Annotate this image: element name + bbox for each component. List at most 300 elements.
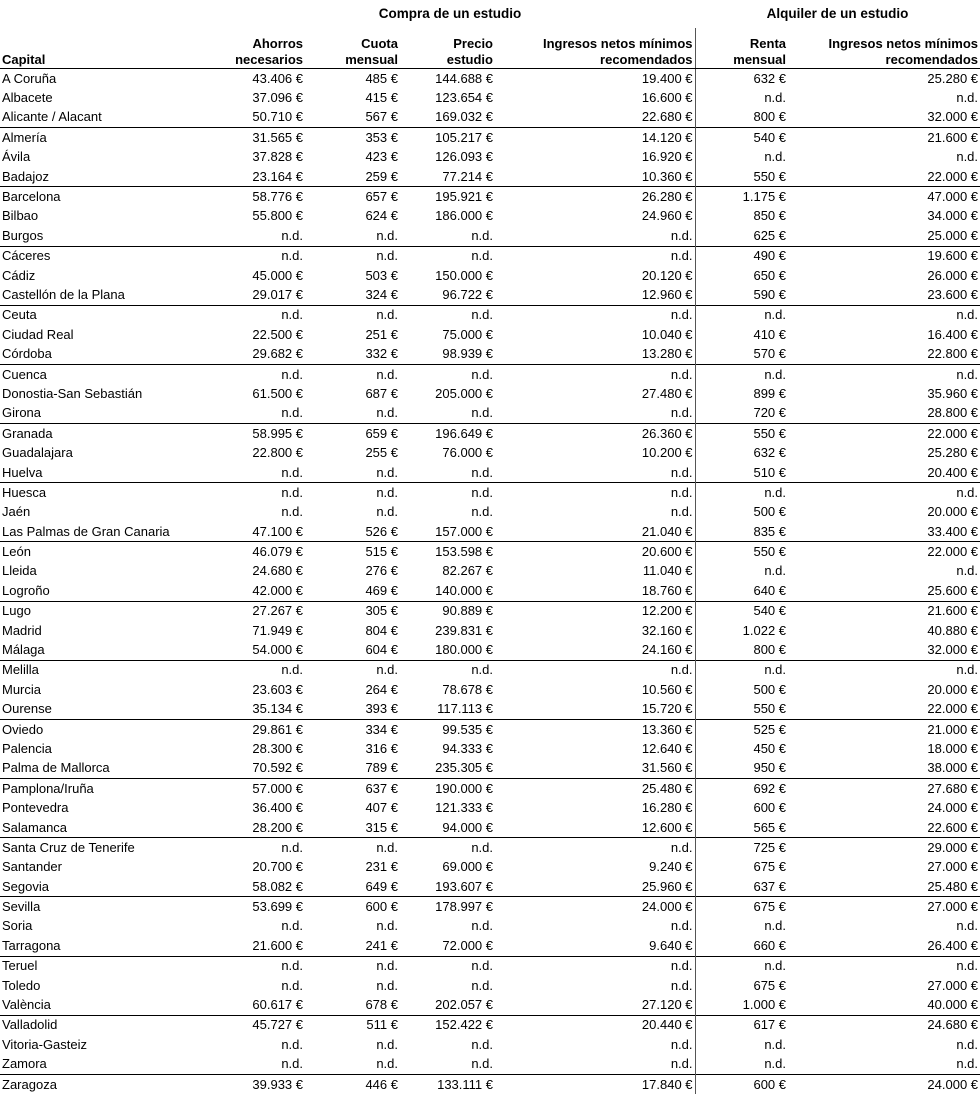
installment-cell: 659 € bbox=[305, 424, 400, 444]
table-row bbox=[0, 660, 980, 680]
savings-cell: 71.949 € bbox=[205, 621, 305, 640]
group-header-spacer bbox=[0, 0, 205, 28]
savings-cell: 58.995 € bbox=[205, 424, 305, 444]
capital-cell: Barcelona bbox=[0, 187, 205, 207]
installment-cell: 624 € bbox=[305, 207, 400, 226]
table-row bbox=[0, 640, 980, 660]
rent-cell: 565 € bbox=[695, 818, 788, 838]
capital-cell: Cádiz bbox=[0, 266, 205, 285]
price-cell: 196.649 € bbox=[400, 424, 495, 444]
savings-cell: 53.699 € bbox=[205, 897, 305, 917]
income-purchase-cell: 12.640 € bbox=[495, 739, 695, 758]
income-purchase-cell: 16.600 € bbox=[495, 88, 695, 107]
savings-cell: n.d. bbox=[205, 1035, 305, 1054]
income-purchase-cell: 14.120 € bbox=[495, 128, 695, 148]
installment-cell: 407 € bbox=[305, 798, 400, 817]
income-purchase-header-line1: Ingresos netos mínimos bbox=[543, 36, 693, 51]
income-purchase-cell: 18.760 € bbox=[495, 581, 695, 601]
capital-cell: Burgos bbox=[0, 226, 205, 246]
installment-cell: 526 € bbox=[305, 522, 400, 542]
capital-cell: Sevilla bbox=[0, 897, 205, 917]
table-row bbox=[0, 601, 980, 621]
rent-cell: 525 € bbox=[695, 719, 788, 739]
savings-cell: n.d. bbox=[205, 838, 305, 858]
savings-cell: 28.300 € bbox=[205, 739, 305, 758]
rent-cell: 632 € bbox=[695, 69, 788, 89]
savings-cell: 55.800 € bbox=[205, 207, 305, 226]
rent-cell: n.d. bbox=[695, 364, 788, 384]
capital-cell: Málaga bbox=[0, 640, 205, 660]
income-purchase-cell: 25.480 € bbox=[495, 779, 695, 799]
savings-cell: 39.933 € bbox=[205, 1074, 305, 1094]
price-cell: 180.000 € bbox=[400, 640, 495, 660]
income-purchase-cell: 21.040 € bbox=[495, 522, 695, 542]
price-cell: 178.997 € bbox=[400, 897, 495, 917]
income-rent-cell: 47.000 € bbox=[788, 187, 980, 207]
capital-cell: Oviedo bbox=[0, 719, 205, 739]
rent-cell: n.d. bbox=[695, 148, 788, 167]
rent-cell: 800 € bbox=[695, 640, 788, 660]
income-purchase-cell: 26.360 € bbox=[495, 424, 695, 444]
rent-cell: 600 € bbox=[695, 798, 788, 817]
savings-header-line2: necesarios bbox=[235, 52, 303, 67]
income-rent-cell: n.d. bbox=[788, 305, 980, 325]
income-purchase-cell: 12.600 € bbox=[495, 818, 695, 838]
price-cell: 153.598 € bbox=[400, 542, 495, 562]
savings-cell: 46.079 € bbox=[205, 542, 305, 562]
rent-cell: 500 € bbox=[695, 680, 788, 699]
savings-cell: 45.727 € bbox=[205, 1015, 305, 1035]
savings-cell: 58.776 € bbox=[205, 187, 305, 207]
income-purchase-cell: 25.960 € bbox=[495, 877, 695, 897]
income-rent-cell: 27.000 € bbox=[788, 976, 980, 995]
installment-cell: 567 € bbox=[305, 108, 400, 128]
installment-cell: 415 € bbox=[305, 88, 400, 107]
income-rent-cell: 24.000 € bbox=[788, 1074, 980, 1094]
savings-cell: 54.000 € bbox=[205, 640, 305, 660]
table-row bbox=[0, 128, 980, 148]
price-cell: n.d. bbox=[400, 246, 495, 266]
installment-cell: n.d. bbox=[305, 1055, 400, 1075]
price-cell: n.d. bbox=[400, 305, 495, 325]
rent-cell: 692 € bbox=[695, 779, 788, 799]
savings-cell: 36.400 € bbox=[205, 798, 305, 817]
price-cell: 239.831 € bbox=[400, 621, 495, 640]
price-cell: 96.722 € bbox=[400, 285, 495, 305]
capital-cell: Las Palmas de Gran Canaria bbox=[0, 522, 205, 542]
rent-cell: 800 € bbox=[695, 108, 788, 128]
rent-cell: 590 € bbox=[695, 285, 788, 305]
capital-cell: Toledo bbox=[0, 976, 205, 995]
income-purchase-cell: 9.240 € bbox=[495, 858, 695, 877]
installment-cell: n.d. bbox=[305, 1035, 400, 1054]
rent-cell: n.d. bbox=[695, 562, 788, 581]
income-rent-cell: 20.400 € bbox=[788, 463, 980, 483]
rent-cell: n.d. bbox=[695, 88, 788, 107]
price-cell: 193.607 € bbox=[400, 877, 495, 897]
savings-cell: 70.592 € bbox=[205, 759, 305, 779]
table-body bbox=[0, 69, 980, 1094]
income-rent-cell: 25.280 € bbox=[788, 443, 980, 462]
income-purchase-cell: 20.600 € bbox=[495, 542, 695, 562]
price-cell: n.d. bbox=[400, 976, 495, 995]
table-row bbox=[0, 562, 980, 581]
savings-header bbox=[205, 28, 305, 69]
installment-cell: n.d. bbox=[305, 917, 400, 936]
rent-cell: 490 € bbox=[695, 246, 788, 266]
income-rent-cell: 35.960 € bbox=[788, 384, 980, 403]
table-row bbox=[0, 187, 980, 207]
rent-cell: 570 € bbox=[695, 344, 788, 364]
table-row bbox=[0, 148, 980, 167]
income-purchase-cell: 20.120 € bbox=[495, 266, 695, 285]
installment-cell: 446 € bbox=[305, 1074, 400, 1094]
table-row bbox=[0, 266, 980, 285]
rent-cell: n.d. bbox=[695, 305, 788, 325]
income-rent-cell: n.d. bbox=[788, 956, 980, 976]
price-cell: 69.000 € bbox=[400, 858, 495, 877]
savings-cell: 23.603 € bbox=[205, 680, 305, 699]
rent-cell: n.d. bbox=[695, 917, 788, 936]
installment-cell: 251 € bbox=[305, 325, 400, 344]
table-row bbox=[0, 621, 980, 640]
table-row bbox=[0, 719, 980, 739]
income-purchase-cell: 24.000 € bbox=[495, 897, 695, 917]
price-cell: n.d. bbox=[400, 956, 495, 976]
income-rent-cell: 40.000 € bbox=[788, 995, 980, 1015]
rent-cell: 617 € bbox=[695, 1015, 788, 1035]
savings-cell: n.d. bbox=[205, 463, 305, 483]
rent-cell: 660 € bbox=[695, 936, 788, 956]
rent-cell: 640 € bbox=[695, 581, 788, 601]
income-purchase-cell: 27.480 € bbox=[495, 384, 695, 403]
rent-cell: 632 € bbox=[695, 443, 788, 462]
savings-cell: 50.710 € bbox=[205, 108, 305, 128]
income-purchase-cell: n.d. bbox=[495, 1035, 695, 1054]
rent-cell: 540 € bbox=[695, 128, 788, 148]
income-rent-cell: 20.000 € bbox=[788, 503, 980, 522]
income-purchase-cell: n.d. bbox=[495, 246, 695, 266]
installment-cell: n.d. bbox=[305, 226, 400, 246]
rent-cell: 950 € bbox=[695, 759, 788, 779]
installment-cell: n.d. bbox=[305, 364, 400, 384]
savings-cell: n.d. bbox=[205, 976, 305, 995]
installment-cell: 231 € bbox=[305, 858, 400, 877]
savings-cell: n.d. bbox=[205, 503, 305, 522]
table-row bbox=[0, 424, 980, 444]
income-purchase-cell: 16.280 € bbox=[495, 798, 695, 817]
installment-cell: 678 € bbox=[305, 995, 400, 1015]
income-rent-cell: 22.000 € bbox=[788, 167, 980, 187]
table-row bbox=[0, 838, 980, 858]
income-purchase-cell: 10.360 € bbox=[495, 167, 695, 187]
income-purchase-header bbox=[495, 28, 695, 69]
capital-cell: Valladolid bbox=[0, 1015, 205, 1035]
income-rent-cell: 22.600 € bbox=[788, 818, 980, 838]
rent-cell: 510 € bbox=[695, 463, 788, 483]
price-header-line2: estudio bbox=[447, 52, 493, 67]
installment-cell: 515 € bbox=[305, 542, 400, 562]
table-row bbox=[0, 207, 980, 226]
income-purchase-cell: n.d. bbox=[495, 838, 695, 858]
income-rent-cell: 27.680 € bbox=[788, 779, 980, 799]
savings-cell: n.d. bbox=[205, 660, 305, 680]
income-rent-cell: 29.000 € bbox=[788, 838, 980, 858]
income-purchase-cell: n.d. bbox=[495, 976, 695, 995]
savings-cell: 23.164 € bbox=[205, 167, 305, 187]
table-row bbox=[0, 226, 980, 246]
table-row bbox=[0, 1055, 980, 1075]
savings-cell: n.d. bbox=[205, 404, 305, 424]
rent-cell: n.d. bbox=[695, 1055, 788, 1075]
savings-cell: 58.082 € bbox=[205, 877, 305, 897]
income-purchase-cell: n.d. bbox=[495, 956, 695, 976]
capital-cell: Tarragona bbox=[0, 936, 205, 956]
income-purchase-cell: 17.840 € bbox=[495, 1074, 695, 1094]
capital-cell: León bbox=[0, 542, 205, 562]
price-cell: 90.889 € bbox=[400, 601, 495, 621]
savings-cell: 29.682 € bbox=[205, 344, 305, 364]
capital-cell: Huelva bbox=[0, 463, 205, 483]
savings-cell: n.d. bbox=[205, 305, 305, 325]
price-cell: 75.000 € bbox=[400, 325, 495, 344]
income-rent-cell: 21.000 € bbox=[788, 719, 980, 739]
installment-cell: n.d. bbox=[305, 660, 400, 680]
income-rent-cell: 28.800 € bbox=[788, 404, 980, 424]
income-rent-cell: 18.000 € bbox=[788, 739, 980, 758]
income-rent-cell: n.d. bbox=[788, 562, 980, 581]
purchase-group-title: Compra de un estudio bbox=[205, 0, 695, 28]
installment-cell: 316 € bbox=[305, 739, 400, 758]
income-purchase-cell: 24.960 € bbox=[495, 207, 695, 226]
capital-cell: Zaragoza bbox=[0, 1074, 205, 1094]
income-rent-cell: 25.600 € bbox=[788, 581, 980, 601]
price-cell: 99.535 € bbox=[400, 719, 495, 739]
table-row bbox=[0, 877, 980, 897]
table-row bbox=[0, 384, 980, 403]
installment-cell: n.d. bbox=[305, 463, 400, 483]
rent-cell: n.d. bbox=[695, 660, 788, 680]
installment-cell: n.d. bbox=[305, 838, 400, 858]
installment-cell: 649 € bbox=[305, 877, 400, 897]
savings-cell: 35.134 € bbox=[205, 700, 305, 720]
price-cell: n.d. bbox=[400, 483, 495, 503]
installment-cell: n.d. bbox=[305, 976, 400, 995]
income-rent-cell: 32.000 € bbox=[788, 108, 980, 128]
rent-cell: 550 € bbox=[695, 167, 788, 187]
income-rent-cell: n.d. bbox=[788, 148, 980, 167]
installment-cell: 332 € bbox=[305, 344, 400, 364]
income-rent-cell: n.d. bbox=[788, 88, 980, 107]
rent-cell: 625 € bbox=[695, 226, 788, 246]
table-row bbox=[0, 364, 980, 384]
price-cell: 78.678 € bbox=[400, 680, 495, 699]
income-purchase-cell: n.d. bbox=[495, 463, 695, 483]
savings-cell: 42.000 € bbox=[205, 581, 305, 601]
price-cell: 77.214 € bbox=[400, 167, 495, 187]
rent-cell: 450 € bbox=[695, 739, 788, 758]
savings-cell: 29.017 € bbox=[205, 285, 305, 305]
rent-cell: 500 € bbox=[695, 503, 788, 522]
income-rent-header bbox=[788, 28, 980, 69]
installment-header-line2: mensual bbox=[345, 52, 398, 67]
rent-cell: 550 € bbox=[695, 424, 788, 444]
installment-cell: n.d. bbox=[305, 956, 400, 976]
savings-cell: 22.800 € bbox=[205, 443, 305, 462]
rent-cell: 650 € bbox=[695, 266, 788, 285]
installment-cell: 469 € bbox=[305, 581, 400, 601]
income-purchase-cell: 19.400 € bbox=[495, 69, 695, 89]
price-header bbox=[400, 28, 495, 69]
income-rent-cell: 26.000 € bbox=[788, 266, 980, 285]
rent-cell: 725 € bbox=[695, 838, 788, 858]
capital-cell: Bilbao bbox=[0, 207, 205, 226]
capital-header: Capital bbox=[0, 28, 205, 69]
table-row bbox=[0, 305, 980, 325]
rent-cell: 835 € bbox=[695, 522, 788, 542]
income-rent-cell: 20.000 € bbox=[788, 680, 980, 699]
price-cell: n.d. bbox=[400, 660, 495, 680]
capital-cell: Segovia bbox=[0, 877, 205, 897]
table-row bbox=[0, 759, 980, 779]
income-purchase-cell: n.d. bbox=[495, 917, 695, 936]
rent-cell: n.d. bbox=[695, 483, 788, 503]
income-rent-header-line2: recomendados bbox=[886, 52, 978, 67]
installment-cell: 393 € bbox=[305, 700, 400, 720]
price-cell: 82.267 € bbox=[400, 562, 495, 581]
income-purchase-cell: n.d. bbox=[495, 660, 695, 680]
price-cell: n.d. bbox=[400, 1035, 495, 1054]
capital-cell: Ciudad Real bbox=[0, 325, 205, 344]
capital-cell: Palencia bbox=[0, 739, 205, 758]
capital-cell: Huesca bbox=[0, 483, 205, 503]
installment-cell: 276 € bbox=[305, 562, 400, 581]
income-rent-cell: 40.880 € bbox=[788, 621, 980, 640]
price-cell: 133.111 € bbox=[400, 1074, 495, 1094]
savings-cell: n.d. bbox=[205, 1055, 305, 1075]
income-purchase-cell: 10.040 € bbox=[495, 325, 695, 344]
savings-cell: 24.680 € bbox=[205, 562, 305, 581]
income-purchase-cell: n.d. bbox=[495, 483, 695, 503]
capital-cell: Zamora bbox=[0, 1055, 205, 1075]
price-cell: 72.000 € bbox=[400, 936, 495, 956]
income-rent-cell: 24.000 € bbox=[788, 798, 980, 817]
savings-header-line1: Ahorros bbox=[252, 36, 303, 51]
table-row bbox=[0, 700, 980, 720]
table-row bbox=[0, 344, 980, 364]
price-cell: 140.000 € bbox=[400, 581, 495, 601]
capital-cell: Ourense bbox=[0, 700, 205, 720]
income-rent-cell: 16.400 € bbox=[788, 325, 980, 344]
table-row bbox=[0, 739, 980, 758]
capital-cell: Guadalajara bbox=[0, 443, 205, 462]
savings-cell: n.d. bbox=[205, 246, 305, 266]
savings-cell: 20.700 € bbox=[205, 858, 305, 877]
capital-cell: Pontevedra bbox=[0, 798, 205, 817]
price-cell: 76.000 € bbox=[400, 443, 495, 462]
rent-header-line2: mensual bbox=[733, 52, 786, 67]
savings-cell: 47.100 € bbox=[205, 522, 305, 542]
table-row bbox=[0, 522, 980, 542]
income-purchase-cell: 12.960 € bbox=[495, 285, 695, 305]
income-rent-cell: n.d. bbox=[788, 917, 980, 936]
income-purchase-cell: 10.560 € bbox=[495, 680, 695, 699]
table-row bbox=[0, 542, 980, 562]
price-cell: n.d. bbox=[400, 404, 495, 424]
installment-cell: 789 € bbox=[305, 759, 400, 779]
income-rent-cell: 27.000 € bbox=[788, 897, 980, 917]
income-rent-cell: 23.600 € bbox=[788, 285, 980, 305]
capital-cell: Cuenca bbox=[0, 364, 205, 384]
price-cell: 144.688 € bbox=[400, 69, 495, 89]
rent-header-line1: Renta bbox=[750, 36, 786, 51]
income-rent-cell: n.d. bbox=[788, 1035, 980, 1054]
installment-cell: 259 € bbox=[305, 167, 400, 187]
rent-cell: 540 € bbox=[695, 601, 788, 621]
price-cell: n.d. bbox=[400, 503, 495, 522]
income-purchase-cell: 9.640 € bbox=[495, 936, 695, 956]
installment-cell: n.d. bbox=[305, 404, 400, 424]
price-cell: 169.032 € bbox=[400, 108, 495, 128]
rent-cell: 1.000 € bbox=[695, 995, 788, 1015]
capital-cell: Vitoria-Gasteiz bbox=[0, 1035, 205, 1054]
table-row bbox=[0, 503, 980, 522]
capital-cell: Córdoba bbox=[0, 344, 205, 364]
income-purchase-cell: n.d. bbox=[495, 364, 695, 384]
capital-cell: Pamplona/Iruña bbox=[0, 779, 205, 799]
table-row bbox=[0, 246, 980, 266]
income-rent-cell: 25.000 € bbox=[788, 226, 980, 246]
price-cell: n.d. bbox=[400, 364, 495, 384]
income-purchase-cell: 24.160 € bbox=[495, 640, 695, 660]
price-cell: 202.057 € bbox=[400, 995, 495, 1015]
table-row bbox=[0, 680, 980, 699]
table-row bbox=[0, 285, 980, 305]
income-purchase-cell: n.d. bbox=[495, 226, 695, 246]
capital-cell: Melilla bbox=[0, 660, 205, 680]
capital-cell: Jaén bbox=[0, 503, 205, 522]
installment-cell: n.d. bbox=[305, 246, 400, 266]
group-header-row bbox=[0, 0, 980, 28]
capital-cell: Madrid bbox=[0, 621, 205, 640]
table-row bbox=[0, 995, 980, 1015]
income-rent-cell: 34.000 € bbox=[788, 207, 980, 226]
savings-cell: 45.000 € bbox=[205, 266, 305, 285]
table-row bbox=[0, 463, 980, 483]
price-cell: n.d. bbox=[400, 1055, 495, 1075]
price-cell: 94.000 € bbox=[400, 818, 495, 838]
rent-cell: 550 € bbox=[695, 700, 788, 720]
price-cell: 126.093 € bbox=[400, 148, 495, 167]
income-purchase-cell: n.d. bbox=[495, 404, 695, 424]
installment-cell: 334 € bbox=[305, 719, 400, 739]
capital-cell: Palma de Mallorca bbox=[0, 759, 205, 779]
savings-cell: 27.267 € bbox=[205, 601, 305, 621]
table-row bbox=[0, 798, 980, 817]
table-row bbox=[0, 69, 980, 89]
income-purchase-cell: n.d. bbox=[495, 305, 695, 325]
capital-cell: Almería bbox=[0, 128, 205, 148]
savings-cell: 43.406 € bbox=[205, 69, 305, 89]
capital-cell: Santander bbox=[0, 858, 205, 877]
capital-cell: Logroño bbox=[0, 581, 205, 601]
income-rent-cell: 32.000 € bbox=[788, 640, 980, 660]
income-rent-header-line1: Ingresos netos mínimos bbox=[828, 36, 978, 51]
income-purchase-cell: 10.200 € bbox=[495, 443, 695, 462]
capital-cell: Lleida bbox=[0, 562, 205, 581]
income-rent-cell: 26.400 € bbox=[788, 936, 980, 956]
capital-cell: A Coruña bbox=[0, 69, 205, 89]
